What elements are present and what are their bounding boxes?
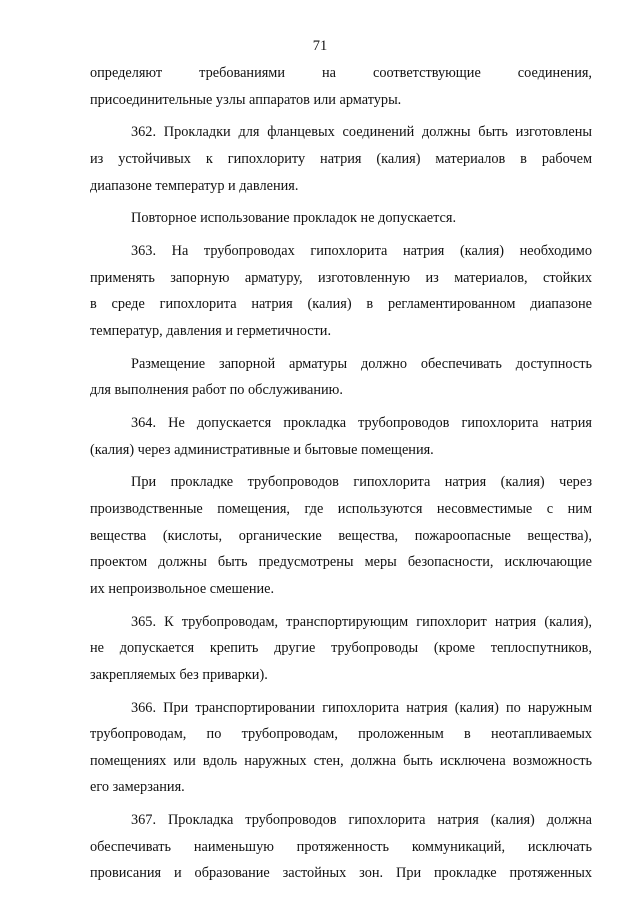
paragraph (90, 695, 592, 801)
text-line: 366. При транспортировании гипохлорита натрия (калия) по наружным (131, 699, 592, 716)
text-line: вещества (кислоты, органические вещества, пожароопасные вещества), (90, 527, 592, 544)
text-line: помещениях или вдоль наружных стен, должна быть исключена возможность (90, 752, 592, 769)
document-text (90, 60, 592, 887)
paragraph (90, 205, 592, 232)
text-line: обеспечивать наименьшую протяженность коммуникаций, исключать (90, 838, 592, 855)
text-line: 363. На трубопроводах гипохлорита натрия (калия) необходимо (131, 243, 592, 260)
text-line: 367. Прокладка трубопроводов гипохлорита натрия (калия) должна (131, 812, 592, 829)
paragraph (90, 410, 592, 463)
paragraph (90, 807, 592, 887)
text-line: При прокладке трубопроводов гипохлорита натрия (калия) через (131, 474, 592, 491)
text-line: трубопроводам, по трубопроводам, проложенным в неотапливаемых (90, 726, 592, 743)
text-line: не допускается крепить другие трубопроводы (кроме теплоспутников, (90, 640, 592, 657)
paragraph (90, 351, 592, 404)
page-number: 71 (312, 38, 328, 54)
paragraph (90, 469, 592, 602)
text-line: производственные помещения, где используются несовместимые с ним (90, 501, 592, 518)
text-line: из устойчивых к гипохлориту натрия (калия) материалов в рабочем (90, 150, 592, 167)
paragraph (90, 119, 592, 199)
text-line: Повторное использование прокладок не допускается. (131, 210, 457, 227)
paragraph (90, 238, 592, 344)
text-line: его замерзания. (90, 779, 185, 796)
text-line: в среде гипохлорита натрия (калия) в регламентированном диапазоне (90, 296, 592, 313)
paragraph (90, 60, 592, 113)
text-line: для выполнения работ по обслуживанию. (90, 382, 343, 399)
text-line: Размещение запорной арматуры должно обеспечивать доступность (131, 355, 592, 372)
text-line: закрепляемых без приварки). (90, 666, 268, 683)
text-line: 364. Не допускается прокладка трубопроводов гипохлорита натрия (131, 415, 592, 432)
text-line: (калия) через административные и бытовые помещения. (90, 441, 434, 458)
text-line: 362. Прокладки для фланцевых соединений должны быть изготовлены (131, 124, 592, 141)
text-line: температур, давления и герметичности. (90, 322, 332, 339)
text-line: определяют требованиями на соответствующие соединения, (90, 65, 592, 81)
text-line: присоединительные узлы аппаратов или арматуры. (90, 91, 402, 108)
text-line: их непроизвольное смешение. (90, 580, 275, 597)
text-line: провисания и образование застойных зон. При прокладке протяженных (90, 865, 592, 882)
text-line: диапазоне температур и давления. (90, 177, 299, 194)
text-line: 365. К трубопроводам, транспортирующим гипохлорит натрия (калия), (131, 613, 592, 630)
text-line: применять запорную арматуру, изготовленную из материалов, стойких (90, 269, 592, 286)
paragraph (90, 609, 592, 689)
text-line: проектом должны быть предусмотрены меры безопасности, исключающие (90, 554, 592, 571)
